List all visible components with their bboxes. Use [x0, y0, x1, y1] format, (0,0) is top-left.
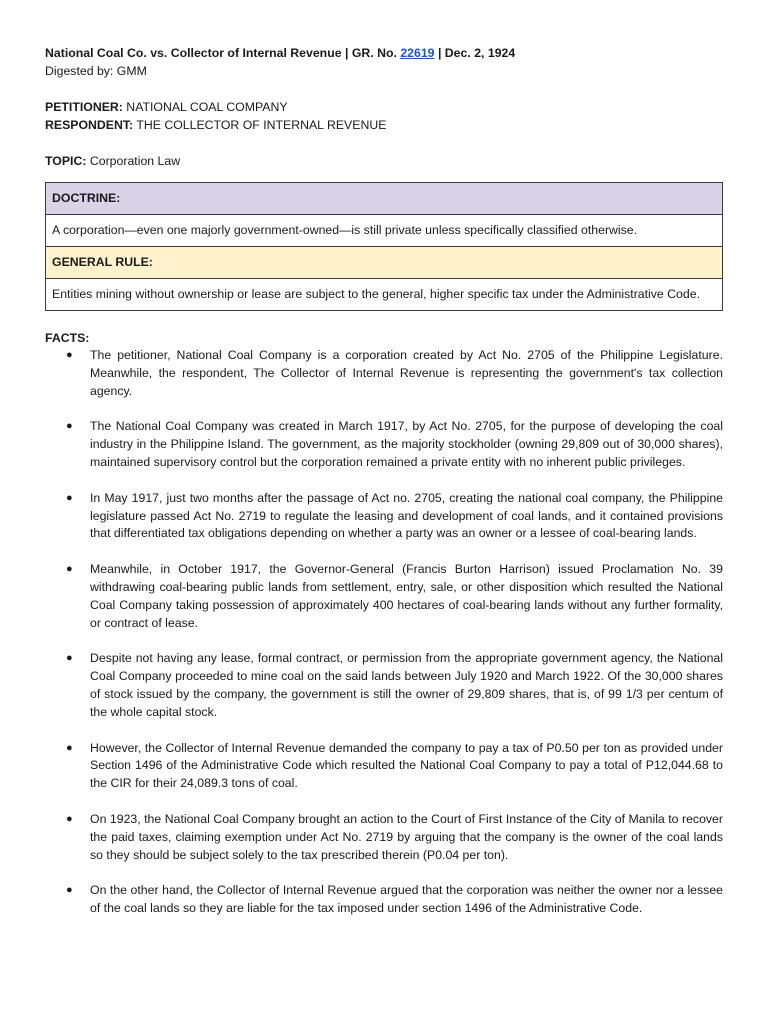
list-item [45, 811, 723, 864]
general-rule-label: GENERAL RULE: [46, 246, 722, 278]
list-item [45, 740, 723, 793]
fact-text: Meanwhile, in October 1917, the Governor-General (Francis Burton Harrison) issued Proclamation No. 39 withdrawing coal-bearing public lands from settlement, entry, sale, or other disposition which resulted the National Coal Company taking possession of approximately 400 hectares of coal-bearing lands without any further formality, or contract of lease. [90, 562, 723, 630]
petitioner-line [45, 98, 723, 116]
list-item [45, 882, 723, 918]
bullet-icon: ● [66, 420, 73, 433]
spacer [45, 80, 723, 98]
list-item [45, 561, 723, 632]
doctrine-text: A corporation—even one majorly government-owned—is still private unless specifically classified otherwise. [46, 214, 722, 246]
topic-label: TOPIC: [45, 154, 87, 168]
facts-heading: FACTS: [45, 331, 90, 345]
fact-text: On 1923, the National Coal Company brought an action to the Court of First Instance of the City of Manila to recover the paid taxes, claiming exemption under Act No. 2719 by arguing that the company is the owner of the coal lands so they should be subject solely to the tax prescribed therein (P0.04 per ton). [90, 811, 723, 862]
fact-text: However, the Collector of Internal Revenue demanded the company to pay a tax of P0.50 per ton as provided under Section 1496 of the Administrative Code which resulted the National Coal Company to pay a total of P12,044.68 to the CIR for their 24,089.3 tons of coal. [90, 740, 723, 791]
doctrine-rule-table [45, 182, 723, 311]
case-title: National Coal Co. vs. Collector of Internal Revenue | GR. No. [45, 46, 401, 60]
doctrine-label: DOCTRINE: [46, 183, 722, 214]
bullet-icon: ● [66, 349, 73, 361]
respondent-line [45, 116, 723, 134]
topic-line [45, 152, 723, 170]
bullet-icon: ● [66, 563, 73, 576]
fact-text: In May 1917, just two months after the passage of Act no. 2705, creating the national coal company, the Philippine legislature passed Act No. 2719 to regulate the leasing and development of coal lands, and it contained provisions that differentiated tax obligations depending on whether a party was an owner or a lessee of coal-bearing lands. [90, 490, 723, 541]
topic-value: Corporation Law [86, 154, 181, 168]
fact-text: Despite not having any lease, formal contract, or permission from the appropriate government agency, the National Coal Company proceeded to mine coal on the said lands between July 1920 and March 1922. Of the 30,000 shares of stock issued by the company, the government is still the owner of 29,809 shares, that is, of 99 1/3 per centum of the whole capital stock. [90, 651, 723, 719]
case-date: | Dec. 2, 1924 [434, 46, 516, 60]
fact-text: The petitioner, National Coal Company is a corporation created by Act No. 2705 of the Philippine Legislature. Meanwhile, the respondent, The Collector of Internal Revenue is representing the government's tax collection agency. [90, 348, 723, 398]
general-rule-text: Entities mining without ownership or lease are subject to the general, higher specific tax under the Administrative Code. [46, 278, 722, 310]
bullet-icon: ● [66, 884, 73, 897]
respondent-value: THE COLLECTOR OF INTERNAL REVENUE [133, 118, 387, 132]
facts-list [45, 347, 723, 918]
petitioner-value: NATIONAL COAL COMPANY [122, 100, 288, 114]
bullet-icon: ● [66, 652, 73, 665]
gr-number-link[interactable]: 22619 [400, 46, 435, 60]
bullet-icon: ● [66, 491, 73, 504]
bullet-icon: ● [66, 812, 73, 825]
petitioner-label: PETITIONER: [45, 100, 123, 114]
case-title-line [45, 44, 723, 62]
fact-text: The National Coal Company was created in March 1917, by Act No. 2705, for the purpose of developing the coal industry in the Philippine Island. The government, as the majority stockholder (owning 29,809 out of 30,000 shares), maintained supervisory control but the corporation remained a private entity with no inherent public privileges. [90, 419, 723, 469]
respondent-label: RESPONDENT: [45, 118, 134, 132]
fact-text: On the other hand, the Collector of Internal Revenue argued that the corporation was neither the owner nor a lessee of the coal lands so they are liable for the tax imposed under section 1496 of the Administrative Code. [90, 883, 723, 916]
list-item [45, 347, 723, 400]
spacer [45, 134, 723, 152]
list-item [45, 490, 723, 543]
bullet-icon: ● [66, 741, 73, 754]
list-item [45, 418, 723, 471]
list-item [45, 650, 723, 721]
digested-by: Digested by: GMM [45, 64, 147, 78]
